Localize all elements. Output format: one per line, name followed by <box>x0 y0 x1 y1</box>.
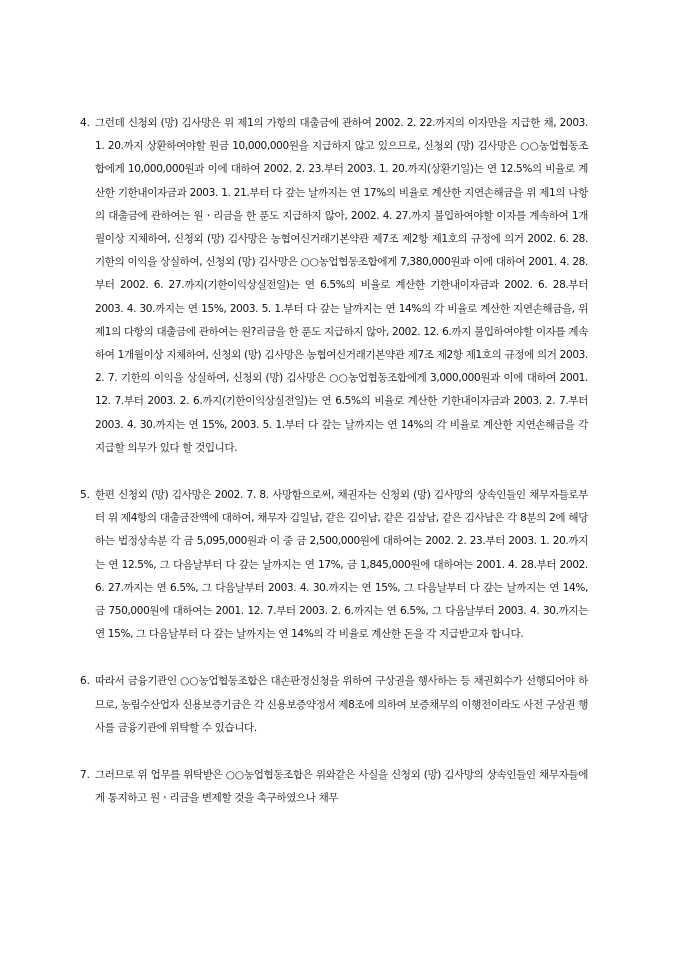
paragraph-number: 5. <box>80 489 91 502</box>
paragraph-number: 7. <box>80 769 91 782</box>
paragraph-5 <box>80 484 588 646</box>
paragraph-text: 한편 신청외 (망) 김사망은 2002. 7. 8. 사망함으로써, 채권자는 신청외 (망) 김사망의 상속인들인 채무자들로부터 위 제4항의 대출금잔액에 대하여, 채무자 김일남, 같은 김이남, 같은 김삼남, 같은 김사남은 각 8분의 2에 해당하는 법정상속분 각 금 5,095,000원과 이 중 금 2,500,000원에 대하여는 2002. 2. 23.부터 2003. 1. 20.까지는 연 12.5%, 그 다음날부터 다 갚는 날까지는 연 17%, 금 1,845,000원에 대하여는 2001. 4. 28.부터 2002. 6. 27.까지는 연 6.5%, 그 다음날부터 2003. 4. 30.까지는 연 15%, 그 다음날부터 다 갚는 날까지는 연 14%, 금 750,000원에 대하여는 2001. 12. 7.부터 2003. 2. 6.까지는 연 6.5%, 그 다음날부터 2003. 4. 30.까지는 연 15%, 그 다음날부터 다 갚는 날까지는 연 14%의 각 비율로 계산한 돈을 각 지급받고자 합니다. <box>95 489 588 641</box>
paragraph-text: 그런데 신청외 (망) 김사망은 위 제1의 가항의 대출금에 관하여 2002. 2. 22.까지의 이자만을 지급한 채, 2003. 1. 20.까지 상환하여야할 원금 10,000,000원을 지급하지 않고 있으므로, 신청외 (망) 김사망은 ○○농업협동조합에게 10,000,000원과 이에 대하여 2002. 2. 23.부터 2003. 1. 20.까지(상환기일)는 연 12.5%의 비율로 계산한 기한내이자금과 2003. 1. 21.부터 다 갚는 날까지는 연 17%의 비율로 계산한 지연손해금을 위 제1의 나항의 대출금에 관하여는 원ㆍ리금을 한 푼도 지급하지 않아, 2002. 4. 27.까지 불입하여야할 이자를 계속하여 1개월이상 지체하여, 신청외 (망) 김사망은 농협여신거래기본약관 제7조 제2항 제1호의 규정에 의거 2002. 6. 28. 기한의 이익을 상실하여, 신청외 (망) 김사망은 ○○농업협동조합에게 7,380,000원과 이에 대하여 2001. 4. 28.부터 2002. 6. 27.까지(기한이익상실전일)는 연 6.5%의 비율로 계산한 기한내이자금과 2002. 6. 28.부터 2003. 4. 30.까지는 연 15%, 2003. 5. 1.부터 다 갚는 날까지는 연 14%의 각 비율로 계산한 지연손해금을, 위 제1의 다항의 대출금에 관하여는 원?리금을 한 푼도 지급하지 않아, 2002. 12. 6.까지 불입하여야할 이자를 계속하여 1개월이상 지체하여, 신청외 (망) 김사망은 농협여신거래기본약관 제7조 제2항 제1호의 규정에 의거 2003. 2. 7. 기한의 이익을 상실하여, 신청외 (망) 김사망은 ○○농업협동조합에게 3,000,000원과 이에 대하여 2001. 12. 7.부터 2003. 2. 6.까지(기한이익상실전일)는 연 6.5%의 비율로 계산한 기한내이자금과 2003. 2. 7.부터 2003. 4. 30.까지는 연 15%, 2003. 5. 1.부터 다 갚는 날까지는 연 14%의 각 비율로 계산한 지연손해금을 각 지급할 의무가 있다 할 것입니다. <box>95 117 588 454</box>
paragraph-6 <box>80 670 588 740</box>
paragraph-4 <box>80 112 588 460</box>
paragraph-number: 6. <box>80 675 91 688</box>
paragraph-text: 따라서 금융기관인 ○○농업협동조합은 대손판정신청을 위하여 구상권을 행사하는 등 채권회수가 선행되어야 하므로, 농림수산업자 신용보증기금은 각 신용보증약정서 제8조에 의하여 보증채무의 이행전이라도 사전 구상권 행사를 금융기관에 위탁할 수 있습니다. <box>95 675 588 734</box>
paragraph-7 <box>80 764 588 810</box>
paragraph-text: 그러므로 위 업무를 위탁받은 ○○농업협동조합은 위와같은 사실을 신청외 (망) 김사망의 상속인들인 채무자들에게 통지하고 원ㆍ리금을 변제할 것을 촉구하였으나 채무 <box>95 769 588 805</box>
paragraph-number: 4. <box>80 117 91 129</box>
